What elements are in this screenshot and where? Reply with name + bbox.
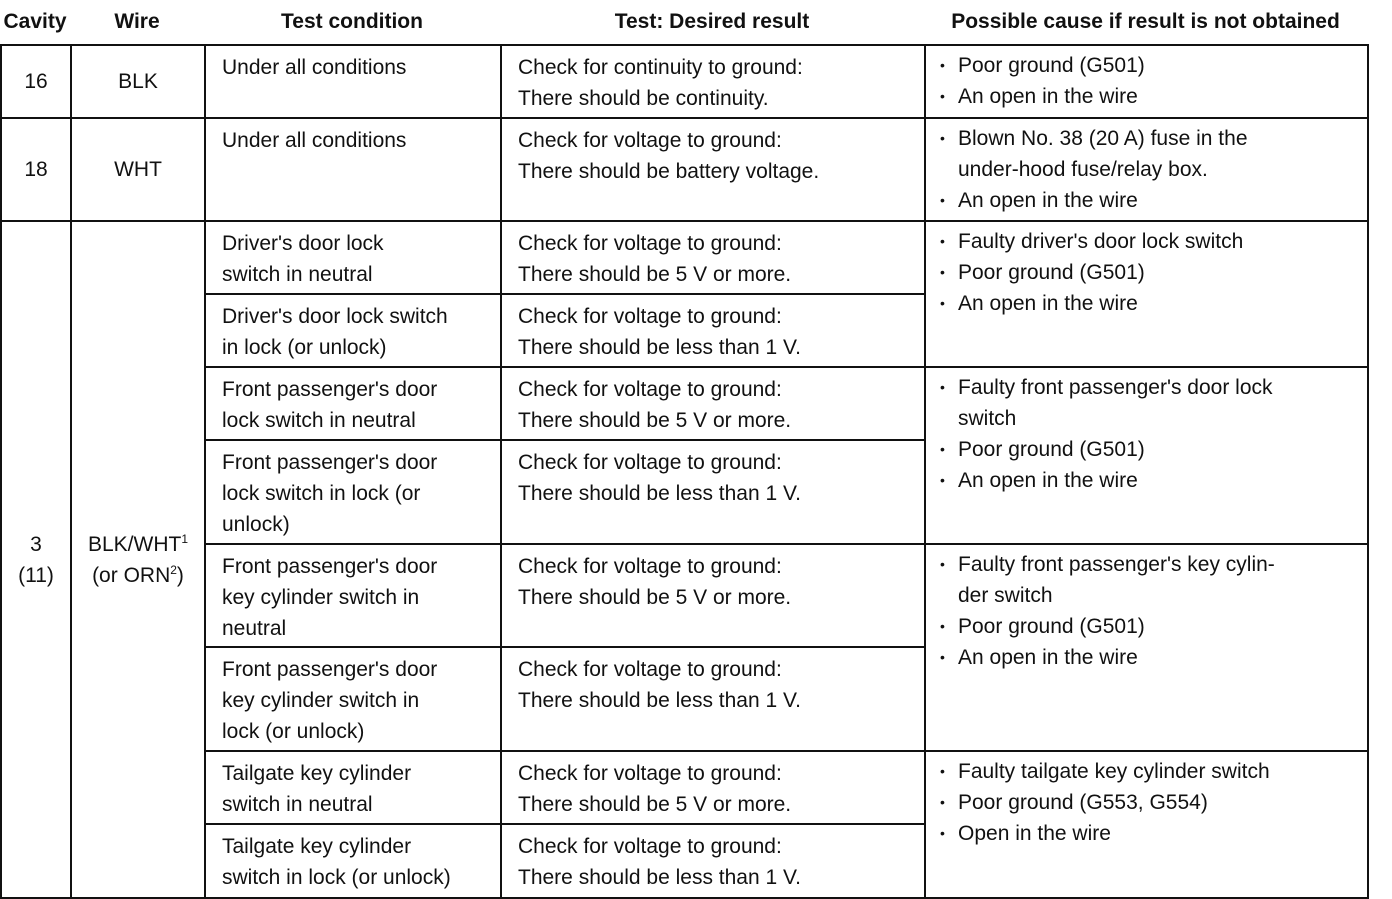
- test-condition-cell: Driver's door lock switch in lock (or unlock): [205, 294, 501, 367]
- wire-cell: BLK: [71, 45, 205, 118]
- desired-result-cell: Check for voltage to ground: There should be 5 V or more.: [501, 544, 925, 647]
- possible-cause-cell: [925, 751, 1368, 898]
- header-test-condition: Test condition: [281, 10, 423, 33]
- list-item: • Faulty front passenger's key cylin- der switch: [940, 553, 1275, 607]
- desired-result-cell: Check for voltage to ground: There should be battery voltage.: [501, 118, 925, 221]
- table-row: [1, 221, 1368, 294]
- possible-cause-cell: [925, 118, 1368, 221]
- test-condition-cell: Front passenger's door key cylinder switch in lock (or unlock): [205, 647, 501, 751]
- desired-result-cell: Check for voltage to ground: There should be 5 V or more.: [501, 367, 925, 440]
- desired-result-cell: Check for voltage to ground: There should be less than 1 V.: [501, 440, 925, 544]
- list-item: • An open in the wire: [940, 292, 1138, 315]
- test-condition-cell: Front passenger's door lock switch in neutral: [205, 367, 501, 440]
- list-item: • Faulty tailgate key cylinder switch: [940, 760, 1270, 783]
- list-item: • An open in the wire: [940, 85, 1138, 108]
- table-row: [1, 118, 1368, 221]
- list-item: • Blown No. 38 (20 A) fuse in the under-hood fuse/relay box.: [940, 127, 1248, 181]
- desired-result-cell: Check for continuity to ground: There should be continuity.: [501, 45, 925, 118]
- list-item: • Poor ground (G501): [940, 261, 1145, 284]
- test-condition-cell: Front passenger's door key cylinder switch in neutral: [205, 544, 501, 647]
- header-cavity: Cavity: [3, 10, 67, 33]
- test-condition-cell: Under all conditions: [205, 118, 501, 221]
- footnote-2: 2: [170, 562, 177, 577]
- table-row: [1, 751, 1368, 824]
- table-row: [1, 45, 1368, 118]
- test-condition-cell: Tailgate key cylinder switch in lock (or unlock): [205, 824, 501, 898]
- desired-result-cell: Check for voltage to ground: There should be 5 V or more.: [501, 751, 925, 824]
- desired-result-cell: Check for voltage to ground: There should be less than 1 V.: [501, 294, 925, 367]
- list-item: • Poor ground (G501): [940, 438, 1145, 461]
- cavity-cell: 16: [1, 45, 71, 118]
- cavity-cell: 18: [1, 118, 71, 221]
- list-item: • Faulty front passenger's door lock switch: [940, 376, 1273, 430]
- test-condition-cell: Under all conditions: [205, 45, 501, 118]
- possible-cause-cell: [925, 367, 1368, 544]
- header-possible-cause: Possible cause if result is not obtained: [951, 10, 1340, 33]
- test-table: [0, 44, 1369, 899]
- test-condition-cell: Driver's door lock switch in neutral: [205, 221, 501, 294]
- list-item: • Open in the wire: [940, 822, 1111, 845]
- header-wire: Wire: [114, 10, 160, 33]
- test-condition-cell: Front passenger's door lock switch in lock (or unlock): [205, 440, 501, 544]
- desired-result-cell: Check for voltage to ground: There should be 5 V or more.: [501, 221, 925, 294]
- list-item: • An open in the wire: [940, 646, 1138, 669]
- possible-cause-cell: [925, 45, 1368, 118]
- list-item: • Poor ground (G501): [940, 54, 1145, 77]
- wire-cell: WHT: [71, 118, 205, 221]
- list-item: • An open in the wire: [940, 189, 1138, 212]
- possible-cause-cell: [925, 221, 1368, 367]
- possible-cause-cell: [925, 544, 1368, 751]
- header-desired-result: Test: Desired result: [614, 10, 810, 33]
- list-item: • Poor ground (G553, G554): [940, 791, 1208, 814]
- wire-cell: BLK/WHT$^1$ (or ORN$^2$): [71, 221, 205, 898]
- desired-result-cell: Check for voltage to ground: There should be less than 1 V.: [501, 647, 925, 751]
- cavity-cell: 3 (11): [1, 221, 71, 898]
- test-condition-cell: Tailgate key cylinder switch in neutral: [205, 751, 501, 824]
- list-item: • Faulty driver's door lock switch: [940, 230, 1244, 253]
- list-item: • Poor ground (G501): [940, 615, 1145, 638]
- table-row: [1, 367, 1368, 440]
- table-row: [1, 544, 1368, 647]
- footnote-1: 1: [181, 531, 189, 546]
- desired-result-cell: Check for voltage to ground: There should be less than 1 V.: [501, 824, 925, 898]
- list-item: • An open in the wire: [940, 469, 1138, 492]
